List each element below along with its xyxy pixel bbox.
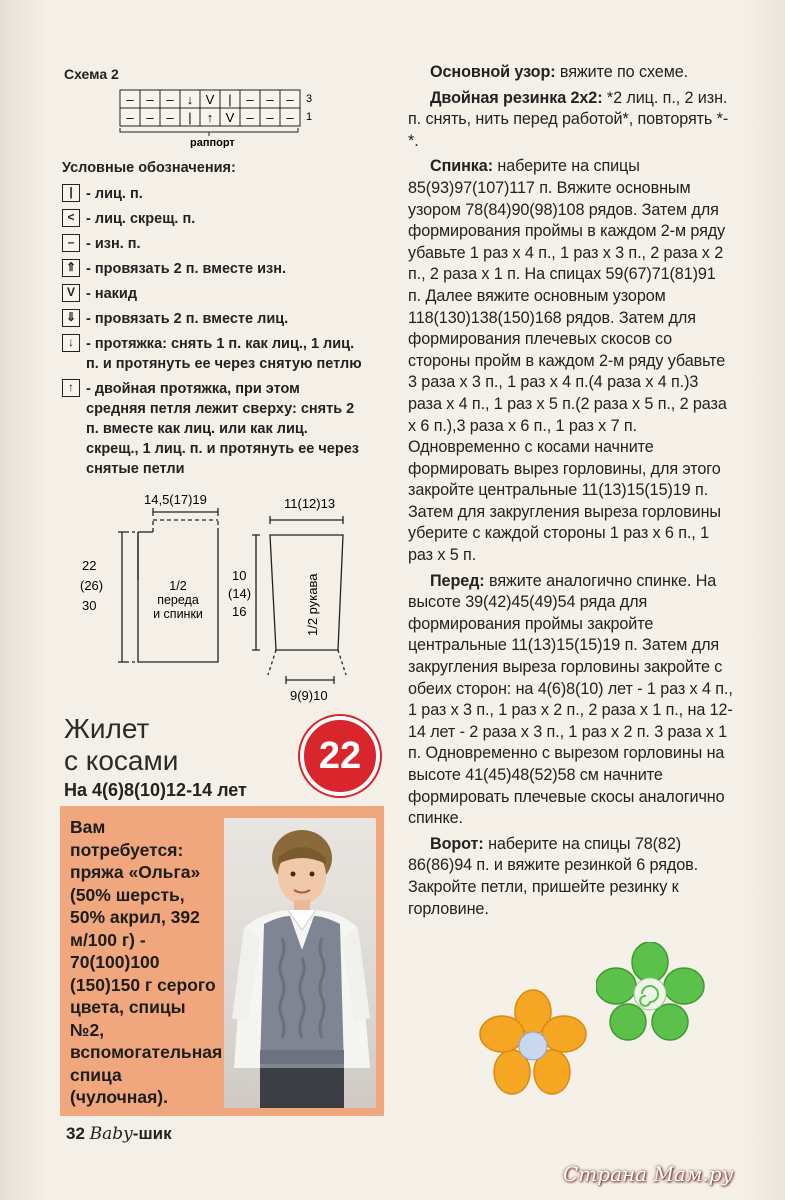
repeat-label: раппорт (190, 137, 235, 148)
purl-two-together-icon: ⇑ (62, 259, 80, 277)
section-text: вяжите аналогично спинке. На высоте 39(42)45(49)54 ряда для формирования проймы закройте центральные 11(13)15(15)19 п. Затем для закругления выреза горловины закройте с обеих сторон: на 4(6)8(10) лет - 1 раз х 4 п., 1 раз х 3 п., 1 раз х 2 п., 2 раза х 1 п., на 12-14 лет - 2 раза х 3 п., 1 раз х 2 п. 3 раза х 1 п. Одновременно с вырезом горловины на высоте 41(45)48(52)58 см начните формировать плечевые скосы аналогично спинке. (408, 571, 733, 828)
sleeve-part-label: 1/2 рукава (305, 573, 320, 636)
legend-text: - провязать 2 п. вместе изн. (86, 261, 287, 277)
legend-item (62, 209, 362, 229)
body-part-label: 1/2 (169, 579, 187, 593)
chart-cell-symbol: – (146, 110, 154, 125)
title-line: Жилет (64, 713, 150, 744)
body-part-label: и спинки (153, 607, 203, 621)
section-text: вяжите по схеме. (555, 63, 689, 81)
scheme-section (64, 66, 384, 82)
title-line: с косами (64, 745, 179, 776)
legend-text: - лиц. скрещ. п. (86, 211, 196, 227)
orange-flower-icon (478, 988, 588, 1098)
pattern-number-badge: 22 (300, 716, 380, 796)
sleeve-bottom-label: 9(9)10 (290, 688, 328, 703)
legend-text: - накид (86, 286, 138, 302)
legend-item (62, 234, 362, 254)
chart-cell-symbol: – (266, 92, 274, 107)
legend-item (62, 334, 362, 374)
body-height-label: 30 (82, 598, 97, 613)
photo-illustration (224, 818, 376, 1108)
row-number-3: 3 (306, 93, 313, 105)
double-decrease-icon: ↑ (62, 379, 80, 397)
materials-text: Вам потребуется: пряжа «Ольга» (50% шерсть, 50% акрил, 392 м/100 г) - 70(100)100 (150)150 г серого цвета, спицы №2, вспомогательная спица (чулочная). (70, 817, 223, 1107)
purl-symbol-icon: – (62, 234, 80, 252)
chart-cell-symbol: – (246, 110, 254, 125)
schematic-drawing (60, 490, 390, 710)
magazine-brand-suffix: -шик (132, 1124, 172, 1143)
body-height-label: (26) (80, 578, 104, 593)
instruction-front (408, 571, 733, 830)
garment-schematic (60, 490, 390, 710)
section-text: *2 лиц. п., 2 изн. п. снять, нить перед работой*, повторять *-*. (408, 88, 729, 150)
legend-item (62, 184, 362, 204)
section-heading: Двойная резинка 2х2: (430, 88, 603, 107)
age-range: На 4(6)8(10)12-14 лет (64, 780, 247, 800)
page-number: 32 (66, 1124, 85, 1143)
legend-item (62, 309, 362, 329)
body-height-label: 22 (82, 558, 97, 573)
instruction-back (408, 156, 733, 566)
legend-text: - изн. п. (86, 236, 141, 252)
instruction-rib (408, 88, 733, 153)
knit-symbol-icon: | (62, 184, 80, 202)
legend-text: - лиц. п. (86, 186, 143, 202)
instruction-main-pattern (408, 62, 733, 84)
sleeve-height-label: (14) (228, 586, 252, 601)
materials-box (60, 806, 384, 1116)
knitting-chart (118, 88, 318, 153)
body-part-label: переда (157, 593, 199, 607)
chart-cell-symbol: V (225, 110, 235, 125)
section-heading: Ворот: (430, 834, 484, 853)
legend-item (62, 259, 362, 279)
boy-in-vest-photo (224, 818, 376, 1108)
chart-cell-symbol: – (166, 92, 174, 107)
legend (62, 158, 362, 484)
article-title (64, 713, 178, 777)
chart-cell-symbol: ↓ (186, 92, 194, 107)
slip-decrease-icon: ↓ (62, 334, 80, 352)
instruction-collar (408, 834, 733, 920)
chart-cell-symbol: | (188, 110, 192, 125)
knit-two-together-icon: ⇓ (62, 309, 80, 327)
chart-cell-symbol: – (286, 110, 294, 125)
body-width-label: 14,5(17)19 (144, 492, 207, 507)
instructions-column (408, 62, 733, 924)
row-number-1: 1 (306, 111, 313, 123)
chart-cell-symbol: V (205, 92, 215, 107)
green-flower-icon (596, 942, 706, 1042)
legend-text: - протяжка: снять 1 п. как лиц., 1 лиц. п. и протянуть ее через снятую петлю (86, 336, 362, 372)
magazine-brand: Baby (89, 1124, 133, 1144)
sleeve-height-label: 16 (232, 604, 247, 619)
chart-cell-symbol: – (126, 92, 134, 107)
site-watermark: Страна Мам.ру (563, 1162, 734, 1186)
legend-text: - провязать 2 п. вместе лиц. (86, 311, 289, 327)
sleeve-height-label: 10 (232, 568, 247, 583)
section-heading: Перед: (430, 571, 485, 590)
crossed-knit-symbol-icon: < (62, 209, 80, 227)
legend-item (62, 379, 362, 479)
chart-cell-symbol: – (266, 110, 274, 125)
scheme-title: Схема 2 (64, 66, 119, 82)
chart-cell-symbol: | (228, 92, 232, 107)
legend-item (62, 284, 362, 304)
chart-cell-symbol: – (246, 92, 254, 107)
section-heading: Основной узор: (430, 63, 556, 81)
legend-text: - двойная протяжка, при этом средняя петля лежит сверху: снять 2 п. вместе как лиц. или как лиц. скрещ., 1 лиц. п. и протянуть ее через снятые петли (86, 381, 359, 477)
chart-grid (118, 88, 318, 148)
chart-cell-symbol: – (166, 110, 174, 125)
section-heading: Спинка: (430, 157, 493, 176)
chart-cell-symbol: ↑ (206, 110, 214, 125)
chart-cell-symbol: – (286, 92, 294, 107)
sleeve-top-label: 11(12)13 (284, 496, 336, 511)
section-text: наберите на спицы 85(93)97(107)117 п. Вяжите основным узором 78(84)90(98)108 рядов. Затем для формирования проймы в каждом 2-м ряду убавьте 1 раз х 4 п., 1 раз х 3 п., 2 раза х 2 п., 2 раза х 1 п. На спицах 59(67)71(81)91 п. Далее вяжите основным узором 118(130)138(150)168 рядов. Затем для формирования плечевых скосов со стороны пройм в каждом 2-м ряду убавьте 3 раза х 3 п., 1 раз х 4 п.(4 раза х 4 п.)3 раза х 4 п., 1 раз х 5 п.(2 раза х 5 п., 2 раза х 6 п.),3 раза х 6 п., 1 раз х 7 п. Одновременно с косами начните формировать вырез горловины, для этого закройте центральные 11(13)15(15)19 п. Затем для закругления выреза горловины уберите с каждой стороны 1 раз х 6 п., 1 раз х 5 п. (408, 157, 727, 565)
chart-cell-symbol: – (146, 92, 154, 107)
legend-heading: Условные обозначения: (62, 160, 236, 176)
yarn-over-icon: V (62, 284, 80, 302)
chart-cell-symbol: – (126, 110, 134, 125)
section-text: наберите на спицы 78(82) 86(86)94 п. и вяжите резинкой 6 рядов. Закройте петли, пришейте резинку к горловине. (408, 834, 699, 918)
page-footer (66, 1124, 172, 1144)
